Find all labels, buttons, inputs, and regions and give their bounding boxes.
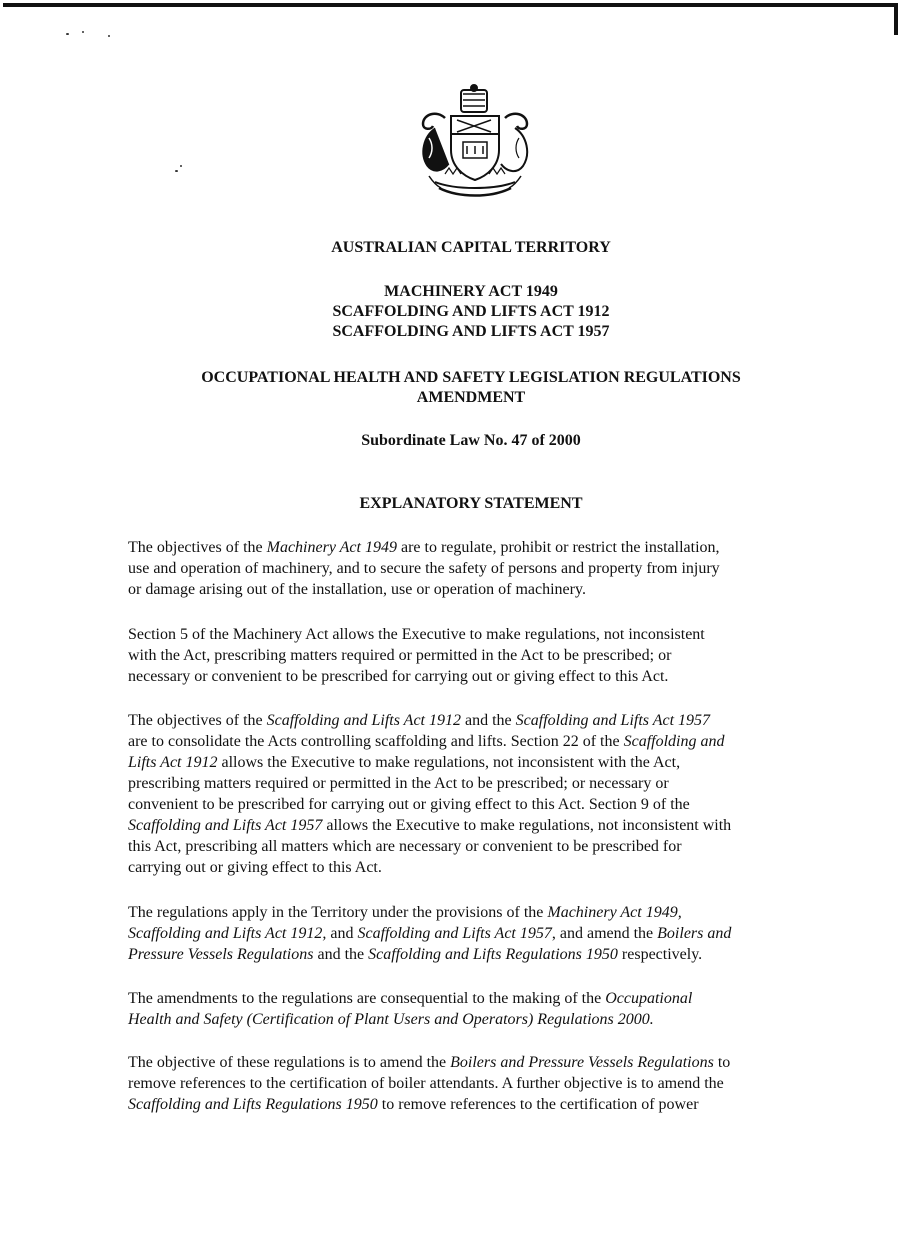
paragraph-line: [128, 773, 808, 794]
text-run: this Act, prescribing all matters which are necessary or convenient to be prescribed for: [128, 838, 682, 855]
scan-border-top: [3, 3, 898, 7]
text-run: with the Act, prescribing matters required or permitted in the Act to be prescribed; or: [128, 647, 672, 664]
italic-citation: Occupational: [605, 990, 693, 1007]
paragraph-line: [128, 579, 808, 600]
regulation-title: [22, 368, 898, 408]
regulation-title-line: AMENDMENT: [416, 389, 526, 406]
text-run: to remove references to the certification of power: [377, 1096, 699, 1113]
paragraph-line: [128, 624, 808, 645]
italic-citation: Scaffolding and Lifts Regulations 1950: [128, 1096, 378, 1113]
italic-citation: Machinery Act 1949,: [547, 904, 682, 921]
text-run: The objectives of the: [128, 712, 267, 729]
paragraph-5: [128, 988, 808, 1030]
text-run: The amendments to the regulations are consequential to the making of the: [128, 990, 606, 1007]
paragraph-line: [128, 923, 808, 944]
paragraph-line: [128, 794, 808, 815]
text-run: remove references to the certification of boiler attendants. A further objective is to amend the: [128, 1075, 724, 1092]
paragraph-line: [128, 1094, 808, 1115]
paragraph-line: [128, 645, 808, 666]
text-run: The regulations apply in the Territory under the provisions of the: [128, 904, 548, 921]
paragraph-line: [128, 1073, 808, 1094]
text-run: or damage arising out of the installation, use or operation of machinery.: [128, 581, 586, 598]
paragraph-line: [128, 944, 808, 965]
text-run: The objective of these regulations is to amend the: [128, 1054, 451, 1071]
italic-citation: Boilers and: [657, 925, 732, 942]
act-title: SCAFFOLDING AND LIFTS ACT 1912: [332, 303, 610, 320]
scan-speck: [66, 33, 69, 35]
italic-citation: Scaffolding and Lifts Act 1957: [357, 925, 552, 942]
coat-of-arms-icon: [405, 84, 545, 204]
paragraph-line: [128, 836, 808, 857]
paragraph-line: [128, 710, 808, 731]
italic-citation: Scaffolding and: [623, 733, 725, 750]
scan-speck: [108, 35, 110, 37]
paragraph-2: [128, 624, 808, 687]
text-run: The objectives of the: [128, 539, 267, 556]
text-run: allows the Executive to make regulations, not inconsistent with: [322, 817, 732, 834]
text-run: carrying out or giving effect to this Act.: [128, 859, 382, 876]
scan-speck: [175, 170, 178, 172]
paragraph-line: [128, 666, 808, 687]
paragraph-line: [128, 857, 808, 878]
text-run: and the: [461, 712, 516, 729]
jurisdiction-heading: AUSTRALIAN CAPITAL TERRITORY: [331, 239, 611, 256]
paragraph-line: [128, 988, 808, 1009]
paragraph-line: [128, 1052, 808, 1073]
text-run: respectively.: [617, 946, 703, 963]
italic-citation: Scaffolding and Lifts Act 1957: [515, 712, 711, 729]
explanatory-statement-heading: EXPLANATORY STATEMENT: [359, 495, 583, 512]
paragraph-line: [128, 558, 808, 579]
paragraph-line: [128, 815, 808, 836]
text-run: to: [713, 1054, 731, 1071]
italic-citation: Pressure Vessels Regulations: [128, 946, 314, 963]
italic-citation: Machinery Act 1949: [266, 539, 397, 556]
text-run: are to consolidate the Acts controlling scaffolding and lifts. Section 22 of the: [128, 733, 624, 750]
paragraph-1: [128, 537, 808, 600]
paragraph-line: [128, 752, 808, 773]
text-run: Section 5 of the Machinery Act allows the Executive to make regulations, not inconsistent: [128, 626, 705, 643]
text-run: and: [326, 925, 358, 942]
acts-heading: [22, 282, 898, 342]
paragraph-line: [128, 537, 808, 558]
scan-border-right: [894, 3, 898, 35]
paragraph-line: [128, 902, 808, 923]
scan-speck: [180, 165, 182, 167]
act-title: SCAFFOLDING AND LIFTS ACT 1957: [332, 323, 610, 340]
paragraph-6: [128, 1052, 808, 1115]
subordinate-law-number: Subordinate Law No. 47 of 2000: [361, 432, 581, 449]
italic-citation: Scaffolding and Lifts Act 1912: [266, 712, 461, 729]
regulation-title-line: OCCUPATIONAL HEALTH AND SAFETY LEGISLATION REGULATIONS: [201, 369, 741, 386]
paragraph-line: [128, 731, 808, 752]
text-run: use and operation of machinery, and to secure the safety of persons and property from injury: [128, 560, 720, 577]
text-run: necessary or convenient to be prescribed for carrying out or giving effect to this Act.: [128, 668, 669, 685]
text-run: prescribing matters required or permitted in the Act to be prescribed; or necessary or: [128, 775, 669, 792]
italic-citation: Boilers and Pressure Vessels Regulations: [450, 1054, 714, 1071]
paragraph-3: [128, 710, 808, 878]
paragraph-line: [128, 1009, 808, 1030]
text-run: , and amend the: [551, 925, 658, 942]
italic-citation: Scaffolding and Lifts Regulations 1950: [368, 946, 618, 963]
italic-citation: Scaffolding and Lifts Act 1957: [128, 817, 323, 834]
text-run: and the: [313, 946, 369, 963]
italic-citation: Health and Safety (Certification of Plant Users and Operators) Regulations 2000.: [128, 1011, 654, 1028]
italic-citation: Lifts Act 1912: [128, 754, 218, 771]
scan-speck: [82, 31, 84, 33]
text-run: convenient to be prescribed for carrying out or giving effect to this Act. Section 9 of the: [128, 796, 690, 813]
text-run: allows the Executive to make regulations, not inconsistent with the Act,: [217, 754, 681, 771]
paragraph-4: [128, 902, 808, 965]
act-title: MACHINERY ACT 1949: [384, 283, 558, 300]
text-run: are to regulate, prohibit or restrict the installation,: [396, 539, 720, 556]
italic-citation: Scaffolding and Lifts Act 1912,: [128, 925, 327, 942]
